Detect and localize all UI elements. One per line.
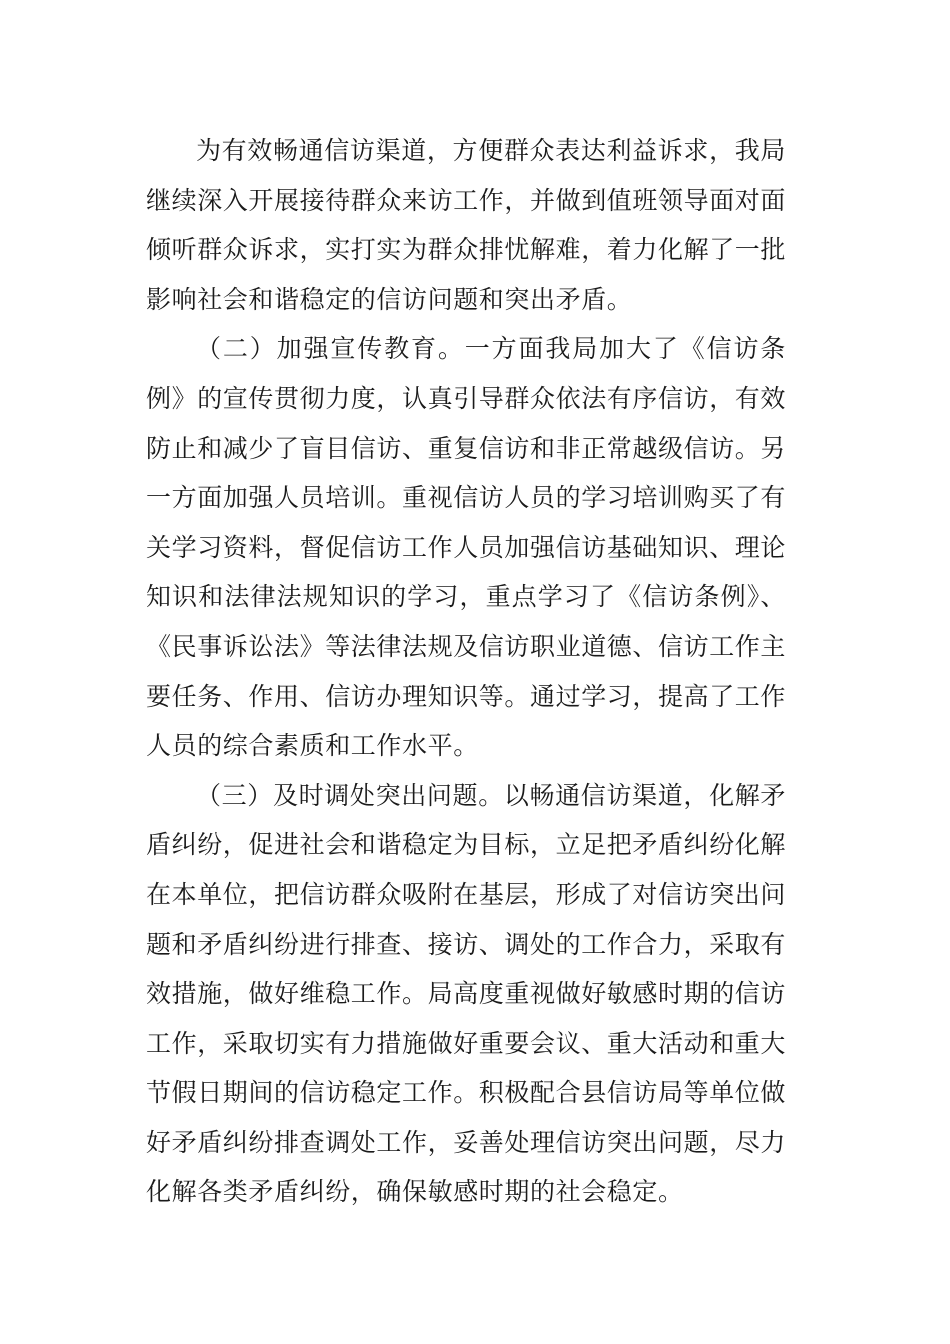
document-body [146,126,786,1217]
paragraph-publicity-education: （二）加强宣传教育。一方面我局加大了《信访条例》的宣传贯彻力度，认真引导群众依法有序信访，有效防止和减少了盲目信访、重复信访和非正常越级信访。另一方面加强人员培训。重视信访人员的学习培训购买了有关学习资料，督促信访工作人员加强信访基础知识、理论知识和法律法规知识的学习，重点学习了《信访条例》、《民事诉讼法》等法律法规及信访职业道德、信访工作主要任务、作用、信访办理知识等。通过学习，提高了工作人员的综合素质和工作水平。 [146,334,787,761]
paragraph-intro: 为有效畅通信访渠道，方便群众表达利益诉求，我局继续深入开展接待群众来访工作，并做到值班领导面对面倾听群众诉求，实打实为群众排忧解难，着力化解了一批影响社会和谐稳定的信访问题和突出矛盾。 [146,136,787,314]
paragraph-prominent-issues: （三）及时调处突出问题。以畅通信访渠道，化解矛盾纠纷，促进社会和谐稳定为目标，立足把矛盾纠纷化解在本单位，把信访群众吸附在基层，形成了对信访突出问题和矛盾纠纷进行排查、接访、调处的工作合力，采取有效措施，做好维稳工作。局高度重视做好敏感时期的信访工作，采取切实有力措施做好重要会议、重大活动和重大节假日期间的信访稳定工作。积极配合县信访局等单位做好矛盾纠纷排查调处工作，妥善处理信访突出问题，尽力化解各类矛盾纠纷，确保敏感时期的社会稳定。 [146,780,787,1207]
